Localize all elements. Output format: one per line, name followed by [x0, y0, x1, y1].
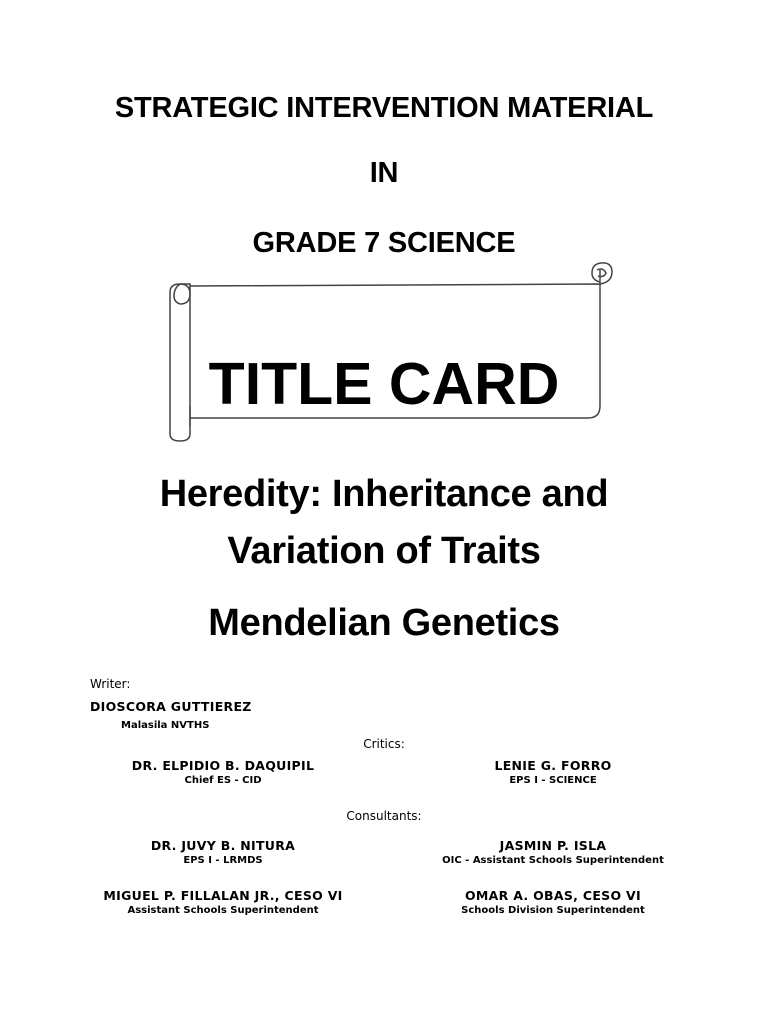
critic-name: LENIE G. FORRO	[494, 758, 612, 773]
writer-school: Malasila NVTHS	[121, 720, 210, 731]
heading-in: IN	[369, 157, 399, 189]
consultant-name: MIGUEL P. FILLALAN JR., CESO VI	[103, 888, 343, 903]
subtopic-title: Mendelian Genetics	[208, 602, 560, 644]
consultant-name: DR. JUVY B. NITURA	[150, 838, 296, 853]
consultants-label: Consultants:	[346, 809, 422, 823]
critic-role: Chief ES - CID	[184, 775, 262, 786]
grade-heading: GRADE 7 SCIENCE	[252, 227, 516, 259]
consultant-name: OMAR A. OBAS, CESO VI	[465, 888, 641, 903]
writer-label: Writer:	[90, 677, 131, 691]
document-heading: STRATEGIC INTERVENTION MATERIAL	[114, 92, 654, 124]
topic-line-1: Heredity: Inheritance and	[159, 473, 609, 515]
consultant-role: EPS I - LRMDS	[183, 855, 263, 866]
consultant-role: OIC - Assistant Schools Superintendent	[442, 855, 664, 866]
topic-line-2: Variation of Traits	[227, 530, 541, 572]
critic-name: DR. ELPIDIO B. DAQUIPIL	[131, 758, 315, 773]
critic-role: EPS I - SCIENCE	[509, 775, 597, 786]
consultant-name: JASMIN P. ISLA	[499, 838, 607, 853]
writer-name: DIOSCORA GUTTIEREZ	[90, 699, 252, 714]
consultant-role: Schools Division Superintendent	[461, 905, 645, 916]
critics-label: Critics:	[363, 737, 405, 751]
banner-title: TITLE CARD	[208, 351, 560, 417]
consultant-role: Assistant Schools Superintendent	[127, 905, 319, 916]
